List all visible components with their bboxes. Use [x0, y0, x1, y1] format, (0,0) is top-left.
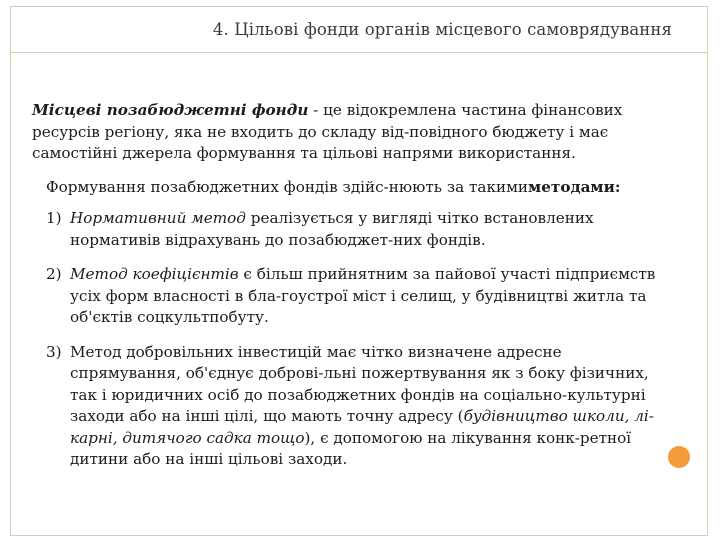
decorative-orange-circle: [668, 446, 690, 468]
definition-paragraph: [32, 100, 676, 165]
method-text-after: ), є допомогою на лікування конк-ретної дитини або на інші цільові заходи.: [70, 428, 632, 468]
slide-body: [32, 100, 676, 484]
method-item-normative: [32, 208, 676, 251]
slide-title: 4. Цільові фонди органів місцевого самоврядування: [212, 20, 672, 39]
method-text-before: Метод добровільних інвестицій має чітко визначене адресне спрямування, об'єднує доброві-льні пожертвування як з боку фізичних, так і юридичних осіб до позабюджетних фондів на соціально-культурні заходи або на інші цілі, що мають точну адресу (: [70, 342, 649, 425]
method-term: Нормативний метод: [70, 209, 246, 227]
methods-list: [32, 208, 676, 471]
method-italic-examples: будівництво школи, лі-карні, дитячого садка тощо: [70, 407, 654, 447]
definition-text: - це відокремлена частина фінансових ресурсів регіону, яка не входить до складу від-повідного бюджету і має самостійні джерела формування та цільові напрями використання.: [32, 101, 623, 162]
method-text: є більш прийнятним за пайової участі підприємств усіх форм власності в бла-гоустрої міст і селищ, у будівництві житла та об'єктів соцкультпобуту.: [70, 265, 656, 326]
method-text: реалізується у вигляді чітко встановлених нормативів відрахувань до позабюджет-них фондів.: [70, 209, 594, 249]
definition-term: Місцеві позабюджетні фонди: [32, 101, 309, 119]
method-item-voluntary-investments: [32, 342, 676, 471]
title-divider: [10, 52, 708, 53]
method-number: 1): [46, 209, 62, 227]
methods-intro: [46, 177, 676, 199]
method-number: 3): [46, 342, 62, 361]
method-term: Метод коефіцієнтів: [70, 265, 239, 283]
method-number: 2): [46, 265, 62, 283]
methods-keyword: методами:: [528, 177, 621, 196]
methods-intro-text: Формування позабюджетних фондів здійс-нюють за такими: [46, 177, 529, 196]
method-item-coefficients: [32, 264, 676, 329]
